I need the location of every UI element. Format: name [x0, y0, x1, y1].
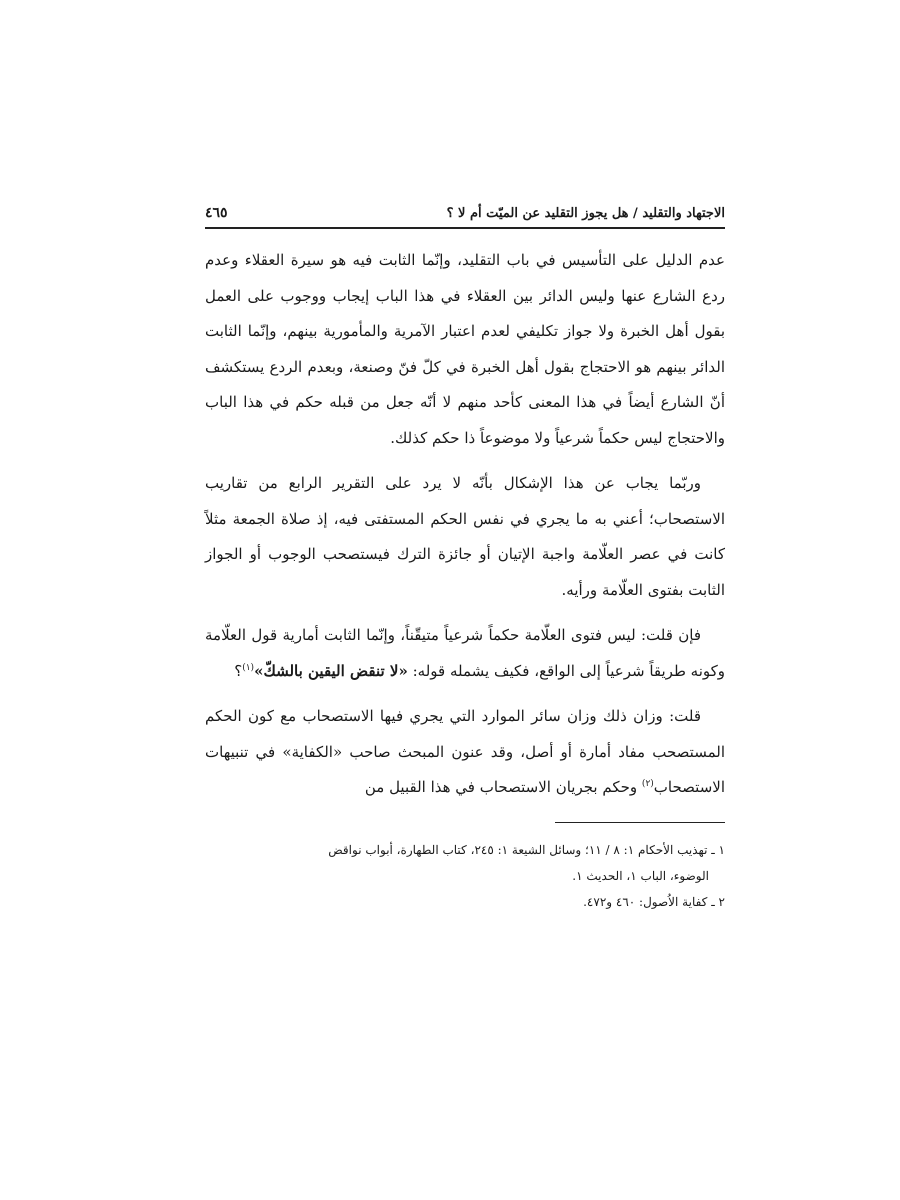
footnote-2-line-1: ٢ ـ كفاية الاُصول: ٤٦٠ و٤٧٢.: [583, 894, 725, 909]
paragraph-4: [205, 699, 725, 806]
paragraph-4-end: وحكم بجريان الاستصحاب في هذا القبيل من: [364, 778, 642, 796]
footnote-ref-1: (١): [242, 662, 255, 673]
footnote-1-line-1: ١ ـ تهذيب الأحكام ١: ٨ / ١١؛ وسائل الشيعة ١: ٢٤٥، كتاب الطهارة، أبواب نواقض: [328, 842, 725, 857]
hadith-quote: «لا تنقض اليقين بالشكّ»: [254, 661, 408, 680]
paragraph-2: وربّما يجاب عن هذا الإشكال بأنّه لا يرد على التقرير الرابع من تقاريب الاستصحاب؛ أعني به ما يجري في نفس الحكم المستفتى فيه، إذ صلاة الجمعة مثلاً كانت في عصر العلّامة واجبة الإتيان أو جائزة الترك فيستصحب الوجوب أو الجواز الثابت بفتوى العلّامة ورأيه.: [205, 474, 725, 599]
running-title: الاجتهاد والتقليد / هل يجوز التقليد عن الميّت أم لا ؟: [446, 206, 725, 221]
footnote-1-line-2: الوضوء، الباب ١، الحديث ١.: [572, 868, 709, 883]
footnote-ref-2: (٢): [641, 779, 654, 789]
footnote-2: [205, 889, 725, 915]
paragraph-3-text: فإن قلت: ليس فتوى العلّامة حكماً شرعياً متيقّناً، وإنّما الثابت أمارية قول العلّامة وكونه طريقاً شرعياً إلى الواقع، فكيف يشمله قوله:: [205, 626, 725, 680]
book-page: [205, 205, 725, 915]
main-text: [205, 243, 725, 806]
paragraph-3: [205, 618, 725, 689]
page-number: ٤٦٥: [205, 205, 228, 221]
footnote-separator: [555, 822, 725, 823]
footnote-1: [205, 837, 725, 889]
paragraph-1: عدم الدليل على التأسيس في باب التقليد، وإنّما الثابت فيه هو سيرة العقلاء وعدم ردع الشارع عنها وليس الدائر بين العقلاء في هذا الباب إيجاب ووجوب على العمل بقول أهل الخبرة ولا جواز تكليفي لعدم اعتبار الآمرية والمأمورية بينهم، وإنّما الثابت الدائر بينهم هو الاحتجاج بقول أهل الخبرة في كلّ فنّ وصنعة، وبعدم الردع يستكشف أنّ الشارع أيضاً في هذا المعنى كأحد منهم لا أنّه جعل من قبله حكم في هذا الباب والاحتجاج ليس حكماً شرعياً ولا موضوعاً ذا حكم كذلك.: [205, 251, 725, 447]
paragraph-3-end: ؟: [234, 661, 243, 680]
footnotes: [205, 837, 725, 915]
paragraph-4-text: قلت: وزان ذلك وزان سائر الموارد التي يجري فيها الاستصحاب مع كون الحكم المستصحب مفاد أمارة أو أصل، وقد عنون المبحث صاحب «الكفاية» في تنبيهات الاستصحاب: [205, 707, 725, 796]
running-header: [205, 205, 725, 229]
